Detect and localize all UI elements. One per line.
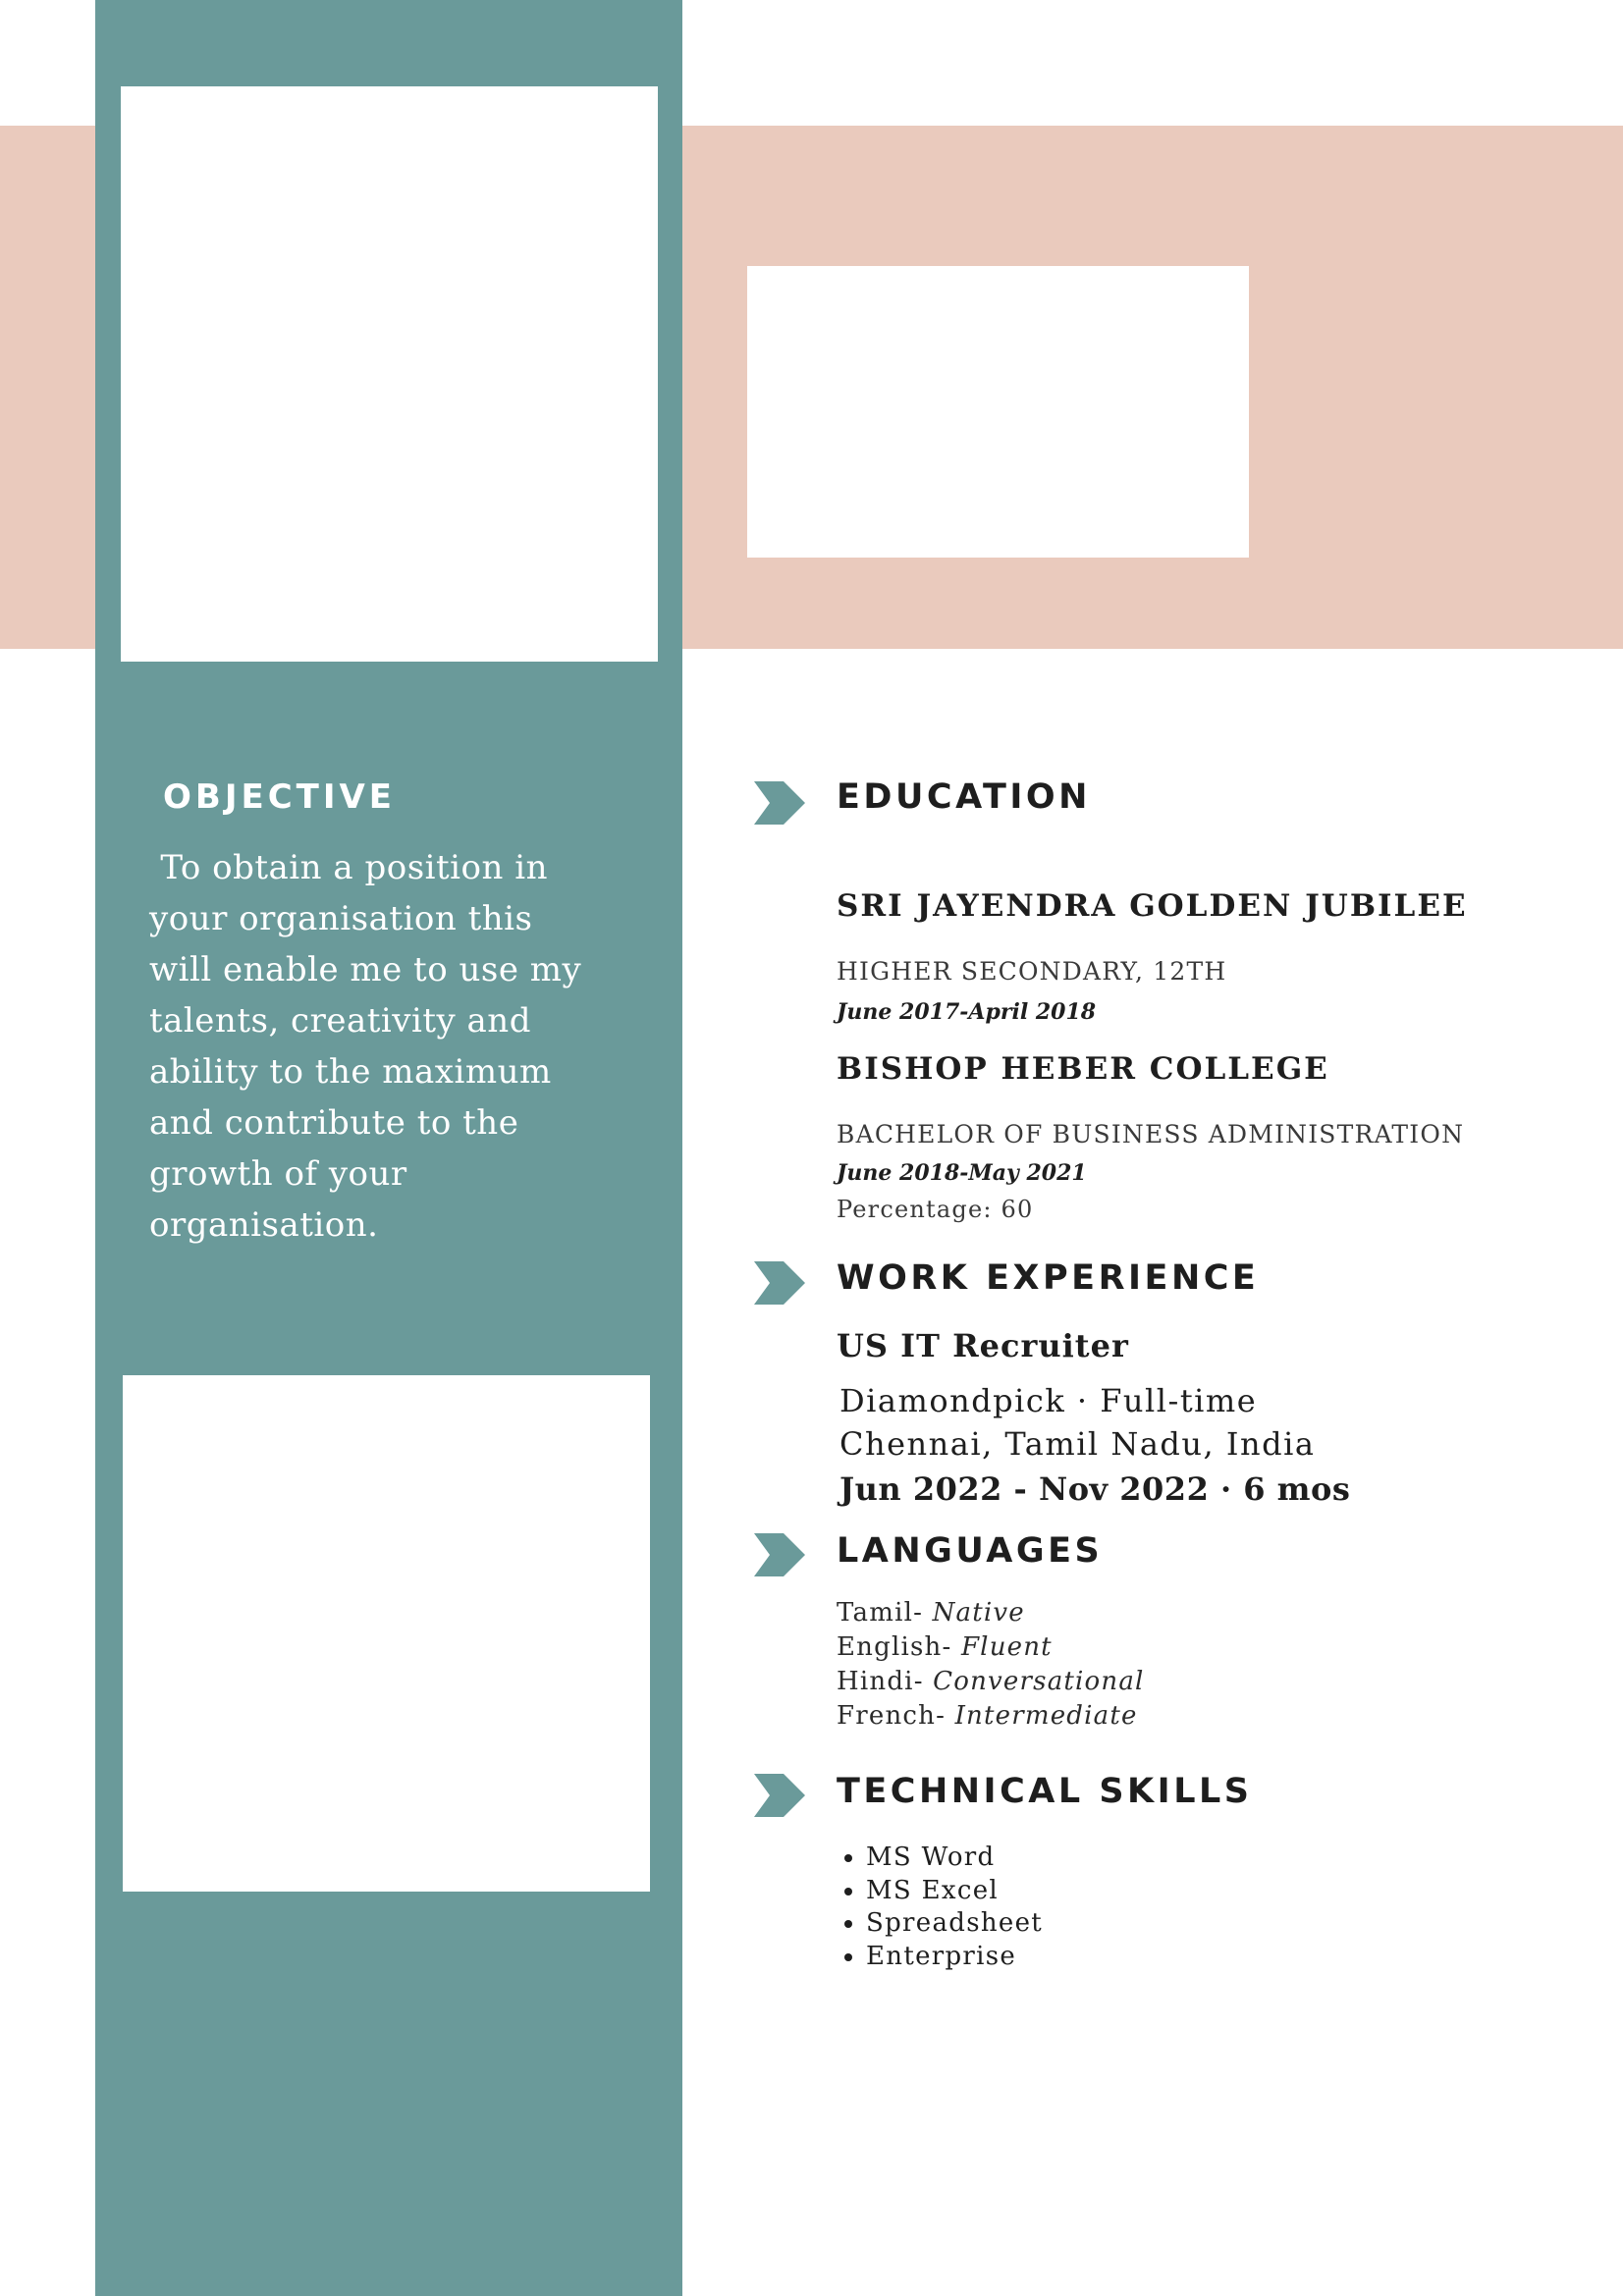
list-item: • MS Excel (866, 1875, 1043, 1908)
chevron-right-icon (754, 781, 805, 825)
profile-photo-placeholder (121, 86, 658, 662)
language-item: Hindi- Conversational (837, 1667, 1145, 1696)
list-item: • MS Word (866, 1842, 1043, 1875)
education-dates: June 2017-April 2018 (837, 999, 1097, 1025)
chevron-right-icon (754, 1533, 805, 1576)
language-item: Tamil- Native (837, 1598, 1025, 1628)
language-list (837, 1596, 1145, 1734)
contact-info-placeholder (123, 1375, 650, 1892)
skills-list (837, 1842, 1043, 1973)
education-dates: June 2018-May 2021 (837, 1160, 1087, 1186)
languages-heading: LANGUAGES (837, 1531, 1104, 1571)
chevron-right-icon (754, 1261, 805, 1305)
education-heading: EDUCATION (837, 777, 1091, 817)
work-experience-heading: WORK EXPERIENCE (837, 1258, 1260, 1298)
school-name: SRI JAYENDRA GOLDEN JUBILEE (837, 888, 1468, 924)
company: Diamondpick · Full-time (839, 1382, 1258, 1419)
percentage: Percentage: 60 (837, 1196, 1034, 1223)
list-item: • Enterprise (866, 1941, 1043, 1974)
language-item: French- Intermediate (837, 1701, 1138, 1731)
objective-heading: OBJECTIVE (163, 777, 397, 817)
job-dates: Jun 2022 - Nov 2022 · 6 mos (839, 1470, 1351, 1508)
job-location: Chennai, Tamil Nadu, India (839, 1425, 1316, 1463)
technical-skills-heading: TECHNICAL SKILLS (837, 1772, 1253, 1811)
objective-text: To obtain a position in your organisation this will enable me to use my talents, creativity and ability to the maximum and contribute to the growth of your organisation. (149, 848, 582, 1245)
school-name: BISHOP HEBER COLLEGE (837, 1051, 1329, 1087)
job-title: US IT Recruiter (837, 1327, 1129, 1364)
chevron-right-icon (754, 1774, 805, 1817)
language-item: English- Fluent (837, 1632, 1053, 1662)
list-item: • Spreadsheet (866, 1907, 1043, 1941)
degree: HIGHER SECONDARY, 12TH (837, 957, 1227, 986)
name-header-placeholder (747, 266, 1249, 558)
degree: BACHELOR OF BUSINESS ADMINISTRATION (837, 1120, 1465, 1148)
